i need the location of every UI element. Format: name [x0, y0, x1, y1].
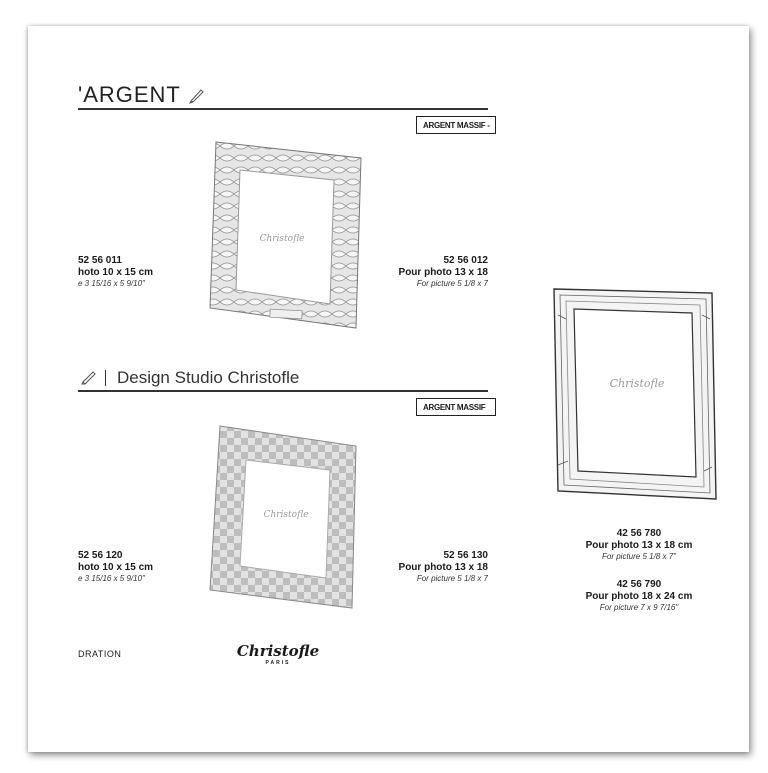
product-block-52-56-120 [78, 550, 198, 584]
product-size: Pour photo 13 x 18 [398, 562, 488, 573]
product-size: hoto 10 x 15 cm [78, 267, 154, 278]
pen-icon [188, 86, 206, 104]
product-ref: 52 56 120 [78, 550, 123, 561]
product-inches: e 3 15/16 x 5 9/10" [78, 574, 145, 583]
product-block-42-56-790 [564, 579, 714, 613]
product-block-52-56-130 [388, 550, 488, 584]
frame-brand-mark-3: Christofle [609, 377, 665, 390]
product-ref: 42 56 780 [616, 528, 662, 539]
frame-image-checker [206, 424, 366, 614]
product-size: Pour photo 13 x 18 [398, 267, 488, 278]
header-rule [78, 108, 488, 110]
brand-logo [228, 642, 328, 666]
section-title-text: Design Studio Christofle [116, 368, 300, 387]
section-title [80, 368, 299, 388]
product-inches: For picture 5 1/8 x 7 [416, 279, 488, 288]
product-block-52-56-011 [78, 255, 198, 289]
footer-left-text: DRATION [78, 649, 122, 659]
product-inches: For picture 5 1/8 x 7" [602, 552, 676, 561]
frame-image-croco [206, 140, 366, 330]
section-divider [105, 370, 107, 386]
page-title-text: 'ARGENT [78, 82, 181, 107]
product-size: hoto 10 x 15 cm [78, 562, 154, 573]
product-inches: For picture 5 1/8 x 7 [416, 574, 488, 583]
product-block-52-56-012 [388, 255, 488, 289]
page-title [78, 82, 206, 108]
brand-logo-text: Christofle [236, 642, 320, 660]
product-inches: For picture 7 x 9 7/16" [599, 603, 679, 612]
product-block-42-56-780 [564, 528, 714, 562]
product-ref: 52 56 011 [78, 255, 122, 266]
section-rule [78, 390, 488, 392]
product-ref: 52 56 130 [443, 550, 488, 561]
pen-icon [80, 369, 98, 385]
material-badge-1: ARGENT MASSIF - [416, 116, 496, 134]
frame-brand-mark-2: Christofle [263, 510, 309, 520]
product-ref: 42 56 790 [616, 579, 662, 590]
brand-logo-sub: PARIS [265, 660, 291, 666]
catalog-page [28, 26, 749, 752]
product-inches: e 3 15/16 x 5 9/10" [78, 279, 145, 288]
product-size: Pour photo 13 x 18 cm [585, 540, 693, 551]
frame-image-classic [544, 285, 724, 510]
material-badge-2: ARGENT MASSIF [416, 398, 496, 416]
product-ref: 52 56 012 [443, 255, 488, 266]
frame-brand-mark-1: Christofle [259, 234, 305, 244]
product-size: Pour photo 18 x 24 cm [585, 591, 693, 602]
